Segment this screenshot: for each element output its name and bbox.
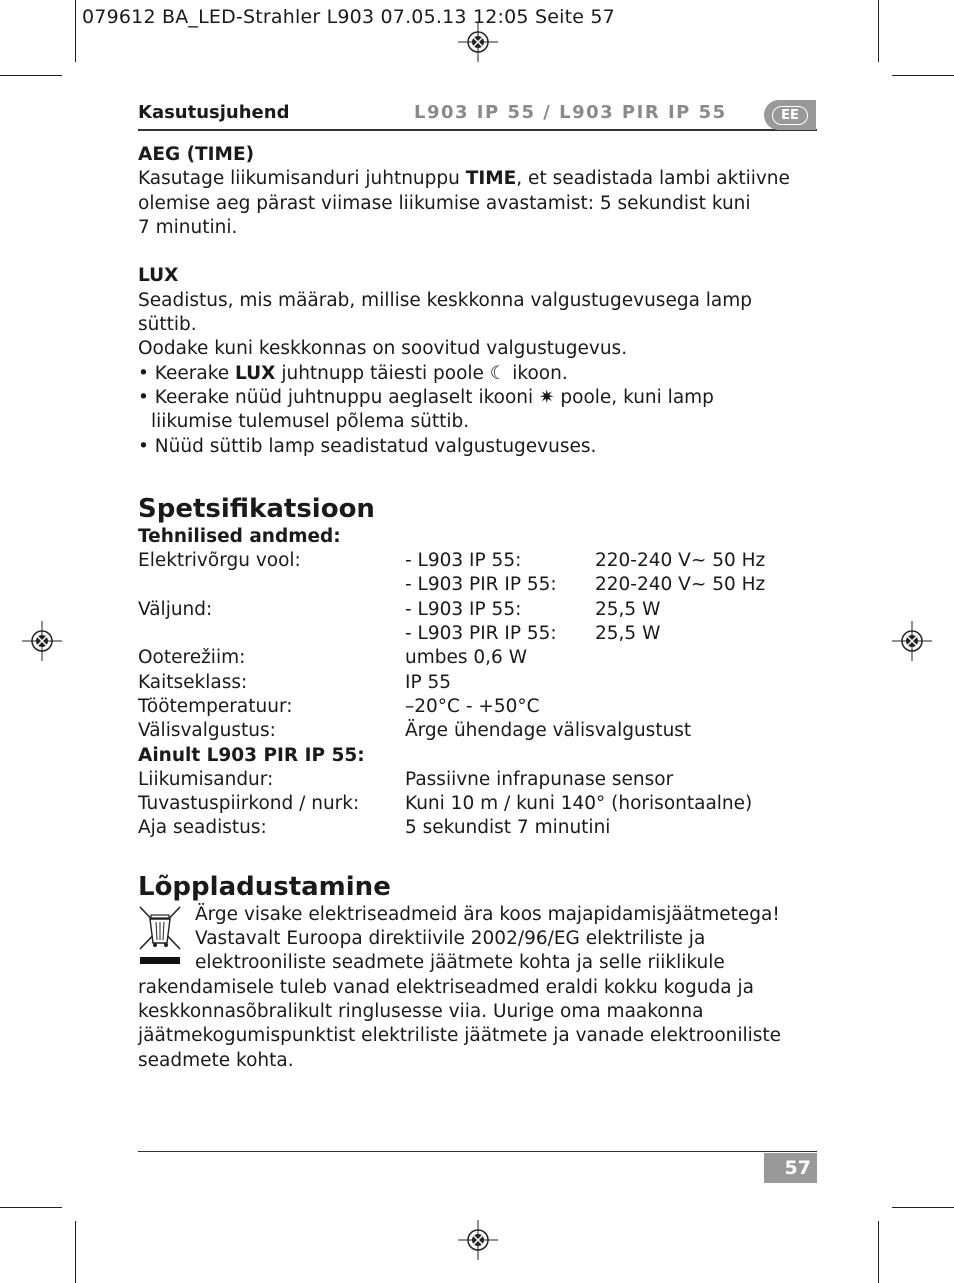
- spec-label: Ooterežiim:: [138, 647, 246, 669]
- lux-bullet-3: • Nüüd süttib lamp seadistatud valgustugevuses.: [138, 435, 597, 457]
- spec-model: - L903 PIR IP 55:: [405, 623, 557, 645]
- table-row: [138, 816, 752, 840]
- crop-mark-bottom-left-h: [0, 1207, 62, 1208]
- lux-heading: LUX: [138, 265, 179, 287]
- pir-heading: Ainult L903 PIR IP 55:: [138, 744, 365, 766]
- spec-value: 220-240 V~ 50 Hz: [595, 550, 766, 572]
- table-row: [138, 695, 765, 719]
- crop-mark-top-right-v: [878, 0, 879, 62]
- crop-mark-top-right-h: [892, 75, 954, 76]
- disposal-line: seadmete kohta.: [138, 1049, 294, 1071]
- page-content: [138, 143, 828, 1073]
- spec-value: 220-240 V~ 50 Hz: [595, 574, 766, 596]
- weee-crossed-bin-icon: [138, 905, 182, 965]
- header-model: L903 IP 55 / L903 PIR IP 55: [414, 102, 727, 123]
- lux-b1-bold: LUX: [235, 362, 276, 384]
- header-rule: [138, 129, 817, 131]
- language-code: EE: [772, 106, 808, 125]
- disposal-line: Ärge visake elektriseadmeid ära koos majapidamisjäätmetega!: [195, 903, 780, 925]
- spec-model: - L903 IP 55:: [405, 598, 522, 620]
- spec-label: Väljund:: [138, 598, 213, 620]
- crop-mark-top-left-v: [75, 0, 76, 62]
- table-row: [138, 719, 765, 743]
- spec-value: Passiivne infrapunase sensor: [405, 768, 674, 790]
- spec-value: –20°C - +50°C: [405, 695, 540, 717]
- lux-bullet-1: [138, 362, 828, 386]
- crop-mark-top-left-h: [0, 75, 62, 76]
- spec-value: 25,5 W: [595, 598, 661, 620]
- pir-table: [138, 768, 752, 841]
- spec-label: Kaitseklass:: [138, 671, 248, 693]
- registration-mark-icon: [458, 1220, 498, 1260]
- registration-mark-icon: [892, 621, 932, 661]
- disposal-line: elektrooniliste seadmete jäätmete kohta ja selle riiklikule: [195, 952, 725, 974]
- crop-mark-bottom-right-h: [892, 1207, 954, 1208]
- spec-value: Kuni 10 m / kuni 140° (horisontaalne): [405, 793, 753, 815]
- disposal-line: jäätmekogumispunktist elektriliste jäätmete ja vanade elektrooniliste: [138, 1025, 782, 1047]
- table-row: [138, 792, 752, 816]
- lux-bullet-2-line-2: liikumise tulemusel põlema süttib.: [151, 411, 470, 433]
- spec-label: [138, 573, 405, 597]
- spec-value: umbes 0,6 W: [405, 647, 527, 669]
- spec-model: - L903 IP 55:: [405, 550, 522, 572]
- lux-b1-pre: • Keerake: [138, 362, 236, 384]
- footer-rule: [138, 1151, 817, 1152]
- lux-p1-line-2: süttib.: [138, 314, 197, 336]
- disposal-heading: Lõppladustamine: [138, 871, 391, 902]
- disposal-line: Vastavalt Euroopa direktiivile 2002/96/EG elektriliste ja: [195, 928, 706, 950]
- lux-p2: Oodake kuni keskkonnas on soovitud valgustugevus.: [138, 338, 628, 360]
- lux-bullet-2-line-1: • Keerake nüüd juhtnuppu aeglaselt ikooni ✷ poole, kuni lamp: [138, 386, 714, 408]
- table-row: [138, 671, 765, 695]
- specs-subheading: Tehnilised andmed:: [138, 525, 341, 547]
- language-badge: [764, 100, 816, 130]
- time-text-post: , et seadistada lambi aktiivne: [516, 168, 790, 190]
- spec-label: Tuvastuspiirkond / nurk:: [138, 793, 360, 815]
- specs-heading: Spetsifikatsioon: [138, 493, 375, 524]
- table-row: [138, 622, 765, 646]
- header-title: Kasutusjuhend: [138, 102, 290, 123]
- spec-value: Ärge ühendage välisvalgustust: [405, 720, 692, 742]
- table-row: [138, 768, 752, 792]
- time-heading: AEG (TIME): [138, 144, 255, 165]
- spec-value: 25,5 W: [595, 623, 661, 645]
- spec-label: Välisvalgustus:: [138, 720, 276, 742]
- spec-label: Töötemperatuur:: [138, 695, 293, 717]
- spec-label: Elektrivõrgu vool:: [138, 550, 301, 572]
- spec-value: 5 sekundist 7 minutini: [405, 817, 611, 839]
- time-line-1: [138, 167, 828, 191]
- registration-mark-icon: [458, 22, 498, 62]
- spec-label: [138, 622, 405, 646]
- crop-mark-bottom-right-v: [878, 1221, 879, 1283]
- lux-p1-line-1: Seadistus, mis määrab, millise keskkonna valgustugevusega lamp: [138, 289, 753, 311]
- spec-model: - L903 PIR IP 55:: [405, 574, 557, 596]
- time-text-bold: TIME: [465, 168, 517, 190]
- disposal-line: rakendamisele tuleb vanad elektriseadmed eraldi kokku koguda ja: [138, 976, 754, 998]
- table-row: [138, 646, 765, 670]
- registration-mark-icon: [22, 621, 62, 661]
- time-line-3: 7 minutini.: [138, 216, 238, 238]
- table-row: [138, 549, 765, 573]
- spec-label: Liikumisandur:: [138, 768, 274, 790]
- spec-label: Aja seadistus:: [138, 817, 267, 839]
- table-row: [138, 598, 765, 622]
- disposal-block: [138, 903, 828, 1073]
- time-text-pre: Kasutage liikumisanduri juhtnuppu: [138, 168, 466, 190]
- specs-table: [138, 549, 765, 743]
- time-line-2: olemise aeg pärast viimase liikumise avastamist: 5 sekundist kuni: [138, 192, 751, 214]
- disposal-line: keskkonnasõbralikult ringlusesse viia. Uurige oma maakonna: [138, 1000, 704, 1022]
- print-slug: 079612 BA_LED-Strahler L903 07.05.13 12:05 Seite 57: [82, 6, 615, 28]
- lux-b1-post: juhtnupp täiesti poole ☾ ikoon.: [275, 362, 568, 384]
- crop-mark-bottom-left-v: [75, 1221, 76, 1283]
- table-row: [138, 573, 765, 597]
- spec-value: IP 55: [405, 671, 452, 693]
- page-number: 57: [764, 1153, 817, 1183]
